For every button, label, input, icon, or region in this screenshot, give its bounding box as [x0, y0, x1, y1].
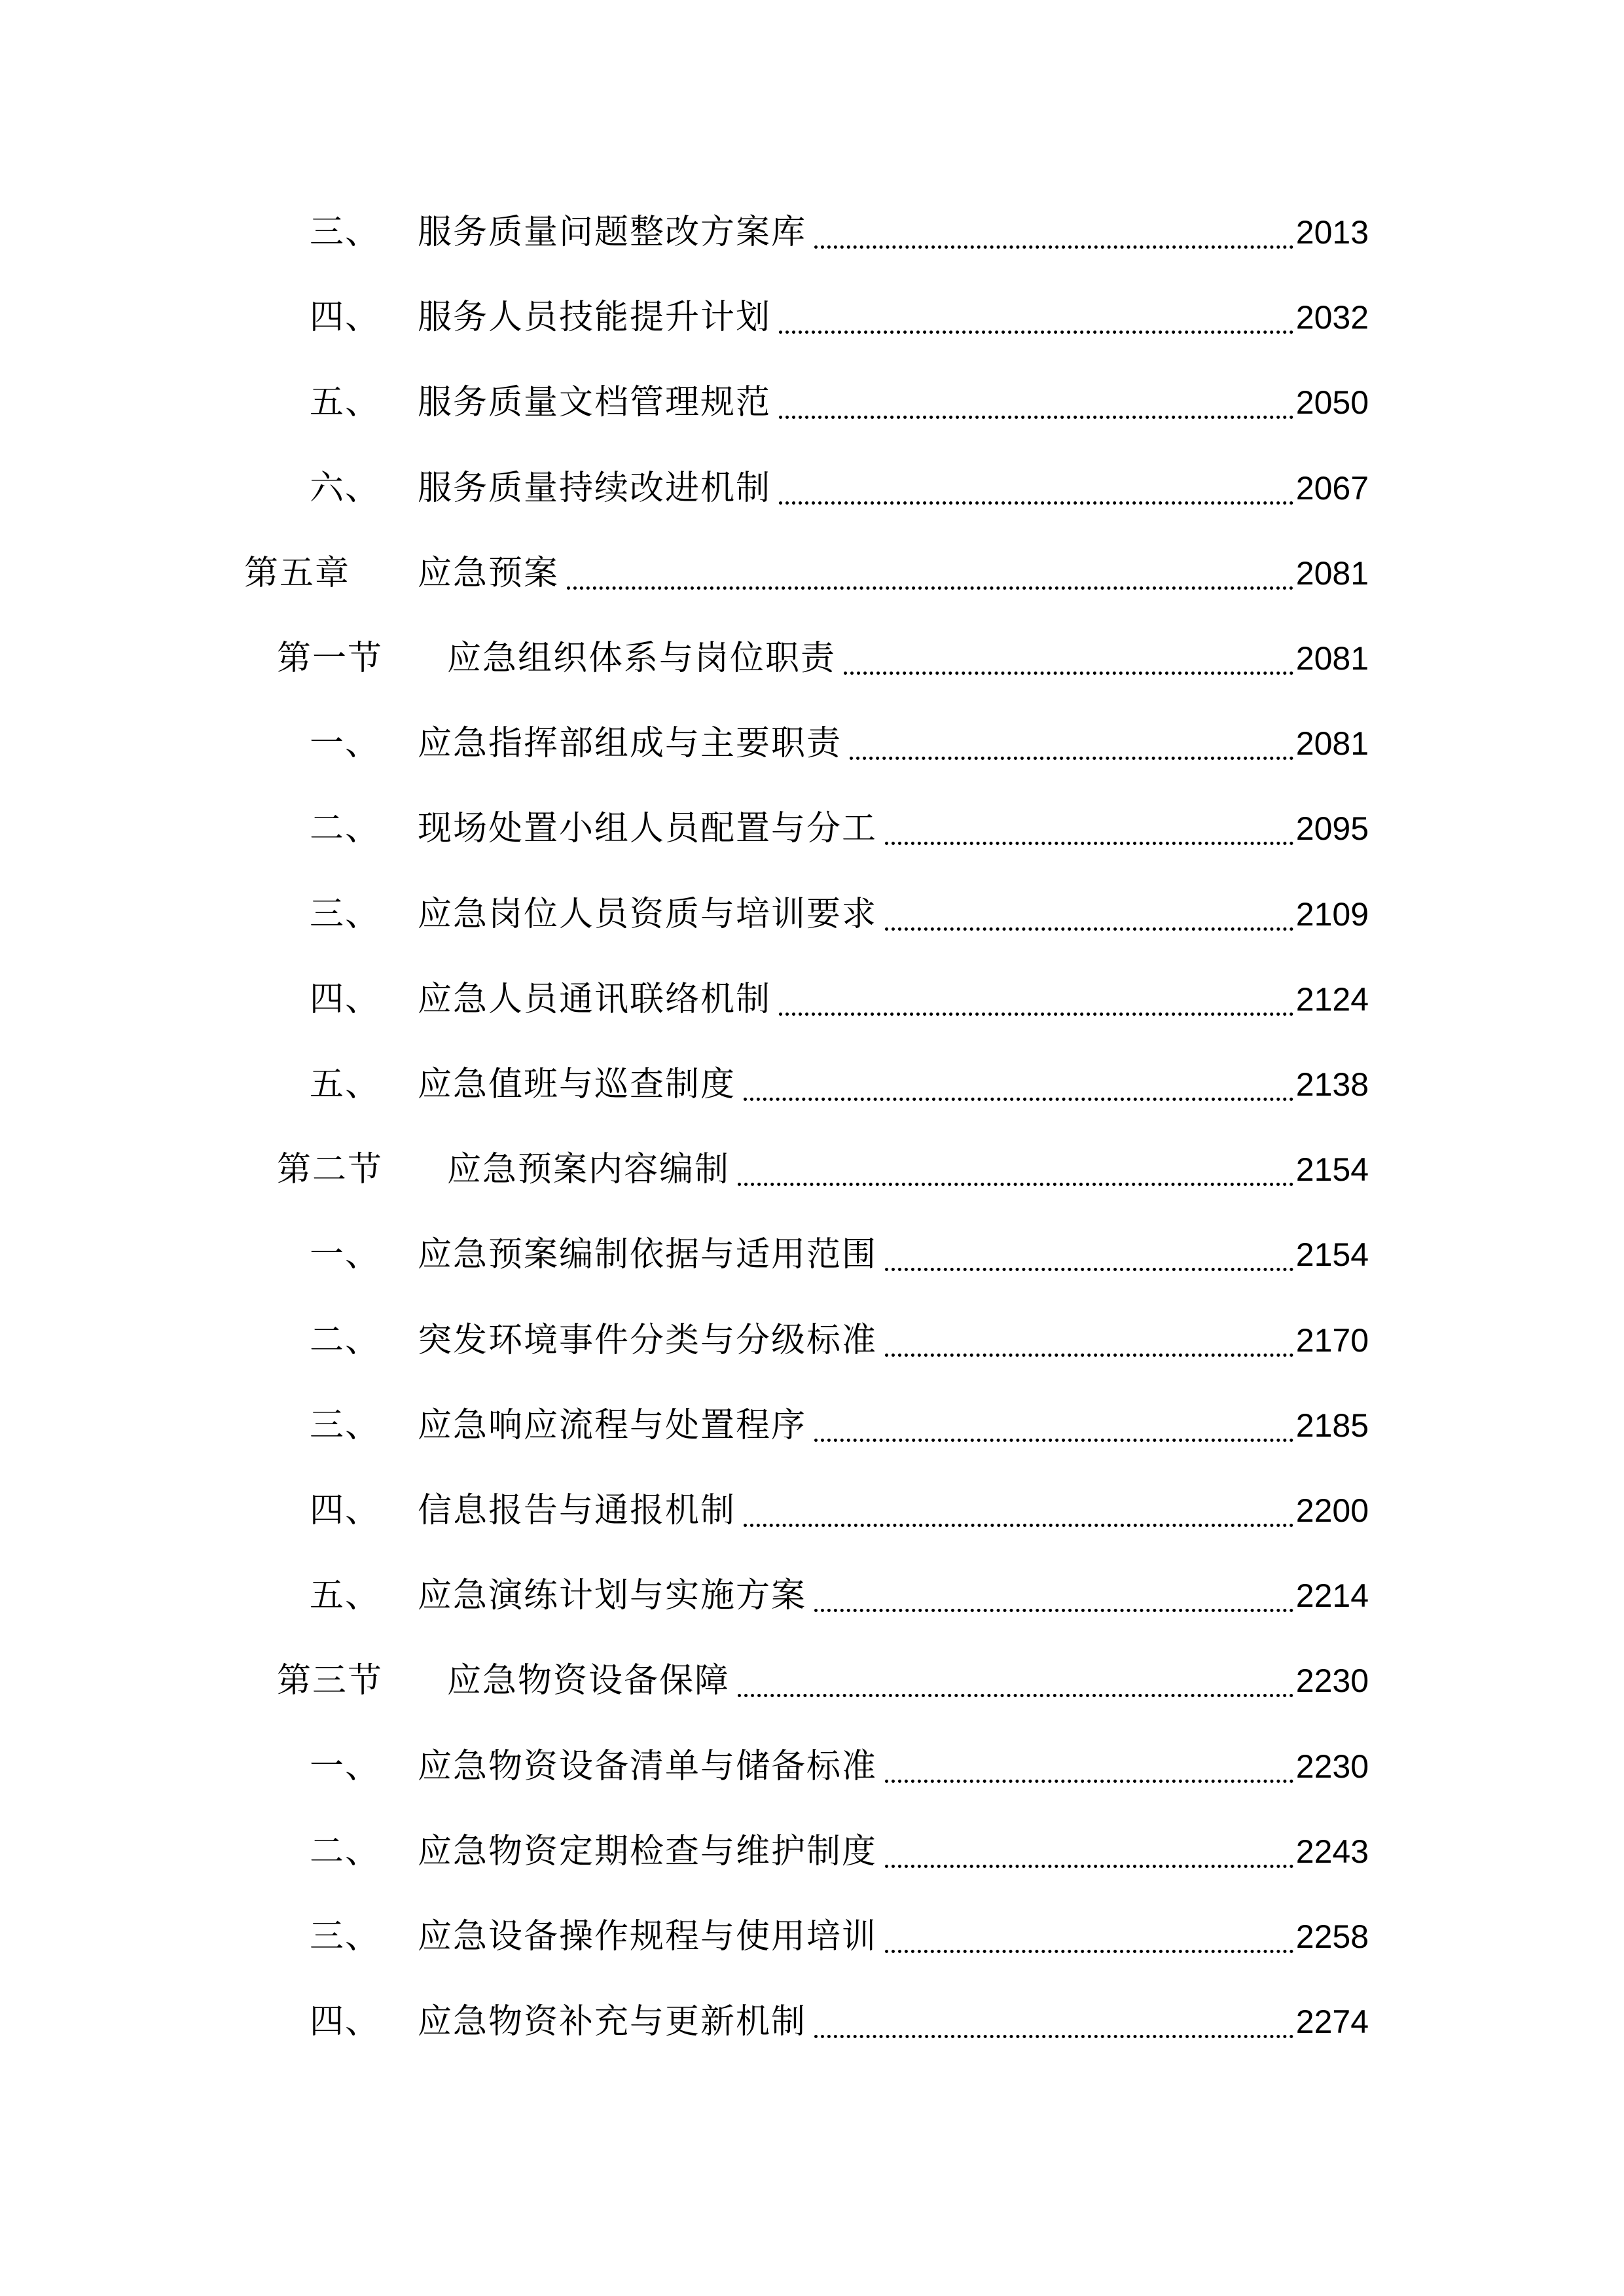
dot-leader [814, 245, 1293, 249]
toc-entry[interactable] [310, 714, 1369, 773]
toc-entry-title: 应急指挥部组成与主要职责 [418, 724, 842, 763]
toc-entry-page-number: 2032 [1295, 299, 1369, 336]
toc-entry-title: 突发环境事件分类与分级标准 [418, 1321, 878, 1360]
toc-entry-title: 服务质量持续改进机制 [418, 469, 772, 508]
dot-leader [885, 1268, 1293, 1271]
toc-entry-number: 二、 [310, 1321, 381, 1360]
toc-entry[interactable] [310, 459, 1369, 518]
toc-entry-title: 应急物资补充与更新机制 [418, 2002, 807, 2041]
toc-entry-title: 应急预案 [418, 554, 560, 593]
toc-entry-page-number: 2230 [1295, 1662, 1369, 1699]
dot-leader [744, 1524, 1293, 1527]
dot-leader [885, 842, 1293, 845]
toc-entry-title: 现场处置小组人员配置与分工 [418, 809, 878, 848]
dot-leader [814, 2035, 1293, 2038]
dot-leader [567, 586, 1293, 590]
toc-entry-page-number: 2200 [1295, 1492, 1369, 1529]
toc-entry-page-number: 2081 [1295, 555, 1369, 592]
dot-leader [738, 1694, 1293, 1697]
dot-leader [779, 501, 1293, 505]
toc-entry-title: 服务质量文档管理规范 [418, 383, 772, 422]
toc-entry-number: 第五章 [244, 554, 351, 593]
toc-entry-page-number: 2013 [1295, 214, 1369, 251]
toc-entry-title: 服务质量问题整改方案库 [418, 213, 807, 252]
toc-entry-page-number: 2243 [1295, 1833, 1369, 1870]
dot-leader [779, 1013, 1293, 1016]
toc-entry-page-number: 2124 [1295, 981, 1369, 1018]
toc-entry-page-number: 2109 [1295, 896, 1369, 933]
toc-entry[interactable] [310, 1907, 1369, 1966]
toc-entry-number: 五、 [310, 1065, 381, 1104]
toc-entry-page-number: 2050 [1295, 384, 1369, 421]
dot-leader [814, 1609, 1293, 1612]
toc-entry-page-number: 2154 [1295, 1151, 1369, 1188]
toc-entry-page-number: 2258 [1295, 1918, 1369, 1955]
toc-entry[interactable] [310, 799, 1369, 858]
dot-leader [885, 1780, 1293, 1783]
toc-entry[interactable] [244, 544, 1369, 603]
toc-entry-number: 五、 [310, 383, 381, 422]
toc-entry-number: 三、 [310, 213, 381, 252]
toc-entry-title: 应急设备操作规程与使用培训 [418, 1917, 878, 1956]
toc-entry-number: 五、 [310, 1576, 381, 1615]
toc-entry-number: 二、 [310, 1832, 381, 1871]
toc-entry-page-number: 2230 [1295, 1748, 1369, 1785]
toc-entry-page-number: 2154 [1295, 1236, 1369, 1273]
toc-entry-number: 一、 [310, 1747, 381, 1786]
toc-entry-title: 应急物资设备清单与储备标准 [418, 1747, 878, 1786]
toc-entry[interactable] [310, 1566, 1369, 1625]
toc-entry-number: 第二节 [277, 1150, 384, 1189]
toc-entry-title: 应急物资定期检查与维护制度 [418, 1832, 878, 1871]
toc-entry-title: 应急预案编制依据与适用范围 [418, 1235, 878, 1274]
dot-leader [885, 1950, 1293, 1953]
dot-leader [885, 1354, 1293, 1357]
toc-entry-number: 四、 [310, 298, 381, 337]
toc-entry[interactable] [310, 203, 1369, 262]
toc-entry[interactable] [277, 1140, 1369, 1199]
dot-leader [885, 1865, 1293, 1868]
toc-entry-page-number: 2081 [1295, 640, 1369, 677]
toc-entry[interactable] [310, 1055, 1369, 1114]
toc-entry[interactable] [310, 1737, 1369, 1796]
toc-entry-page-number: 2067 [1295, 470, 1369, 507]
toc-entry[interactable] [277, 629, 1369, 688]
dot-leader [738, 1183, 1293, 1186]
toc-entry-number: 第一节 [277, 639, 384, 678]
toc-entry-page-number: 2081 [1295, 725, 1369, 762]
toc-entry-title: 服务人员技能提升计划 [418, 298, 772, 337]
toc-entry-title: 应急岗位人员资质与培训要求 [418, 895, 878, 934]
dot-leader [779, 331, 1293, 334]
toc-entry-number: 四、 [310, 1491, 381, 1530]
toc-entry[interactable] [310, 1822, 1369, 1881]
toc-entry-number: 第三节 [277, 1661, 384, 1700]
toc-entry-page-number: 2214 [1295, 1577, 1369, 1614]
toc-entry[interactable] [310, 970, 1369, 1029]
toc-entry-number: 一、 [310, 1235, 381, 1274]
toc-entry-number: 三、 [310, 1406, 381, 1445]
toc-entry[interactable] [310, 288, 1369, 347]
toc-entry-page-number: 2138 [1295, 1066, 1369, 1103]
toc-entry-page-number: 2185 [1295, 1407, 1369, 1444]
toc-entry[interactable] [310, 885, 1369, 944]
toc-entry-number: 四、 [310, 2002, 381, 2041]
toc-entry-number: 三、 [310, 1917, 381, 1956]
toc-entry-title: 应急值班与巡查制度 [418, 1065, 736, 1104]
toc-entry-number: 一、 [310, 724, 381, 763]
toc-entry-title: 应急响应流程与处置程序 [418, 1406, 807, 1445]
toc-entry-title: 应急人员通讯联络机制 [418, 980, 772, 1019]
toc-entry-page-number: 2170 [1295, 1322, 1369, 1359]
toc-entry-title: 应急物资设备保障 [447, 1661, 731, 1700]
toc-entry[interactable] [310, 1481, 1369, 1540]
toc-entry[interactable] [310, 1992, 1369, 2051]
toc-entry-title: 信息报告与通报机制 [418, 1491, 736, 1530]
toc-entry-title: 应急演练计划与实施方案 [418, 1576, 807, 1615]
toc-entry[interactable] [277, 1651, 1369, 1710]
toc-entry[interactable] [310, 1311, 1369, 1370]
toc-entry-title: 应急预案内容编制 [447, 1150, 731, 1189]
toc-entry-page-number: 2274 [1295, 2003, 1369, 2040]
dot-leader [779, 416, 1293, 419]
toc-entry-title: 应急组织体系与岗位职责 [447, 639, 837, 678]
toc-entry-page-number: 2095 [1295, 810, 1369, 847]
dot-leader [885, 927, 1293, 931]
toc-entry[interactable] [310, 1225, 1369, 1284]
toc-entry[interactable] [310, 1396, 1369, 1455]
toc-entry-number: 四、 [310, 980, 381, 1019]
dot-leader [844, 672, 1293, 675]
toc-entry-number: 六、 [310, 469, 381, 508]
toc-entry[interactable] [310, 373, 1369, 432]
dot-leader [814, 1439, 1293, 1442]
toc-entry-number: 三、 [310, 895, 381, 934]
dot-leader [850, 757, 1293, 760]
toc-entry-number: 二、 [310, 809, 381, 848]
dot-leader [744, 1098, 1293, 1101]
